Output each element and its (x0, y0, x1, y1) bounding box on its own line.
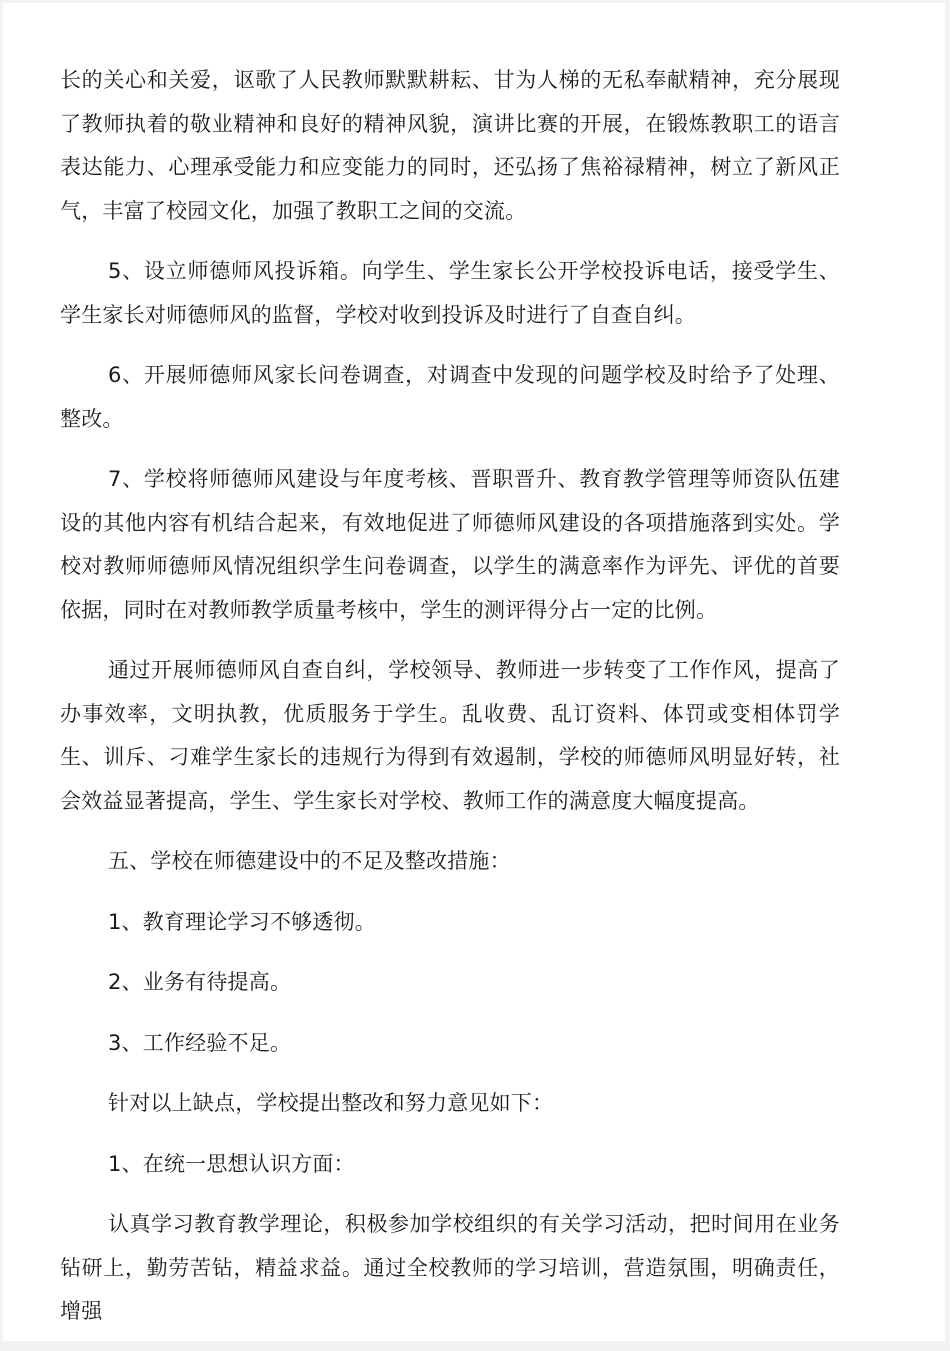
paragraph-item-6: 6、开展师德师风家长问卷调查，对调查中发现的问题学校及时给予了处理、整改。 (60, 363, 840, 431)
document-body (60, 59, 840, 1351)
rectification-intro: 针对以上缺点，学校提出整改和努力意见如下： (108, 1091, 554, 1115)
shortcoming-item-1: 1、教育理论学习不够透彻。 (108, 909, 376, 934)
section-heading-shortcomings: 五、学校在师德建设中的不足及整改措施： (108, 849, 511, 873)
shortcoming-item-3: 3、工作经验不足。 (108, 1030, 292, 1055)
document-page (3, 3, 945, 1341)
paragraph-item-5: 5、设立师德师风投诉箱。向学生、学生家长公开学校投诉电话，接受学生、学生家长对师德师风的监督，学校对收到投诉及时进行了自查自纠。 (60, 259, 840, 327)
paragraph-study-theory: 认真学习教育教学理论，积极参加学校组织的有关学习活动，把时间用在业务钻研上，勤劳苦钻，精益求益。通过全校教师的学习培训，营造氛围，明确责任，增强 (60, 1212, 840, 1323)
paragraph-summary: 通过开展师德师风自查自纠，学校领导、教师进一步转变了工作作风，提高了办事效率，文明执教，优质服务于学生。乱收费、乱订资料、体罚或变相体罚学生、训斥、刁难学生家长的违规行为得到有效遏制，学校的师德师风明显好转，社会效益显著提高，学生、学生家长对学校、教师工作的满意度大幅度提高。 (60, 658, 840, 813)
rectification-item-1: 1、在统一思想认识方面： (108, 1151, 355, 1176)
shortcoming-item-2: 2、业务有待提高。 (108, 970, 292, 994)
paragraph-item-7: 7、学校将师德师风建设与年度考核、晋职晋升、教育教学管理等师资队伍建设的其他内容有机结合起来，有效地促进了师德师风建设的各项措施落到实处。学校对教师师德师风情况组织学生问卷调查，以学生的满意率作为评先、评优的首要依据，同时在对教师教学质量考核中，学生的测评得分占一定的比例。 (60, 467, 840, 622)
paragraph-continuation: 长的关心和关爱，讴歌了人民教师默默耕耘、甘为人梯的无私奉献精神，充分展现了教师执着的敬业精神和良好的精神风貌，演讲比赛的开展，在锻炼教职工的语言表达能力、心理承受能力和应变能力的同时，还弘扬了焦裕禄精神，树立了新风正气，丰富了校园文化，加强了教职工之间的交流。 (60, 68, 840, 223)
